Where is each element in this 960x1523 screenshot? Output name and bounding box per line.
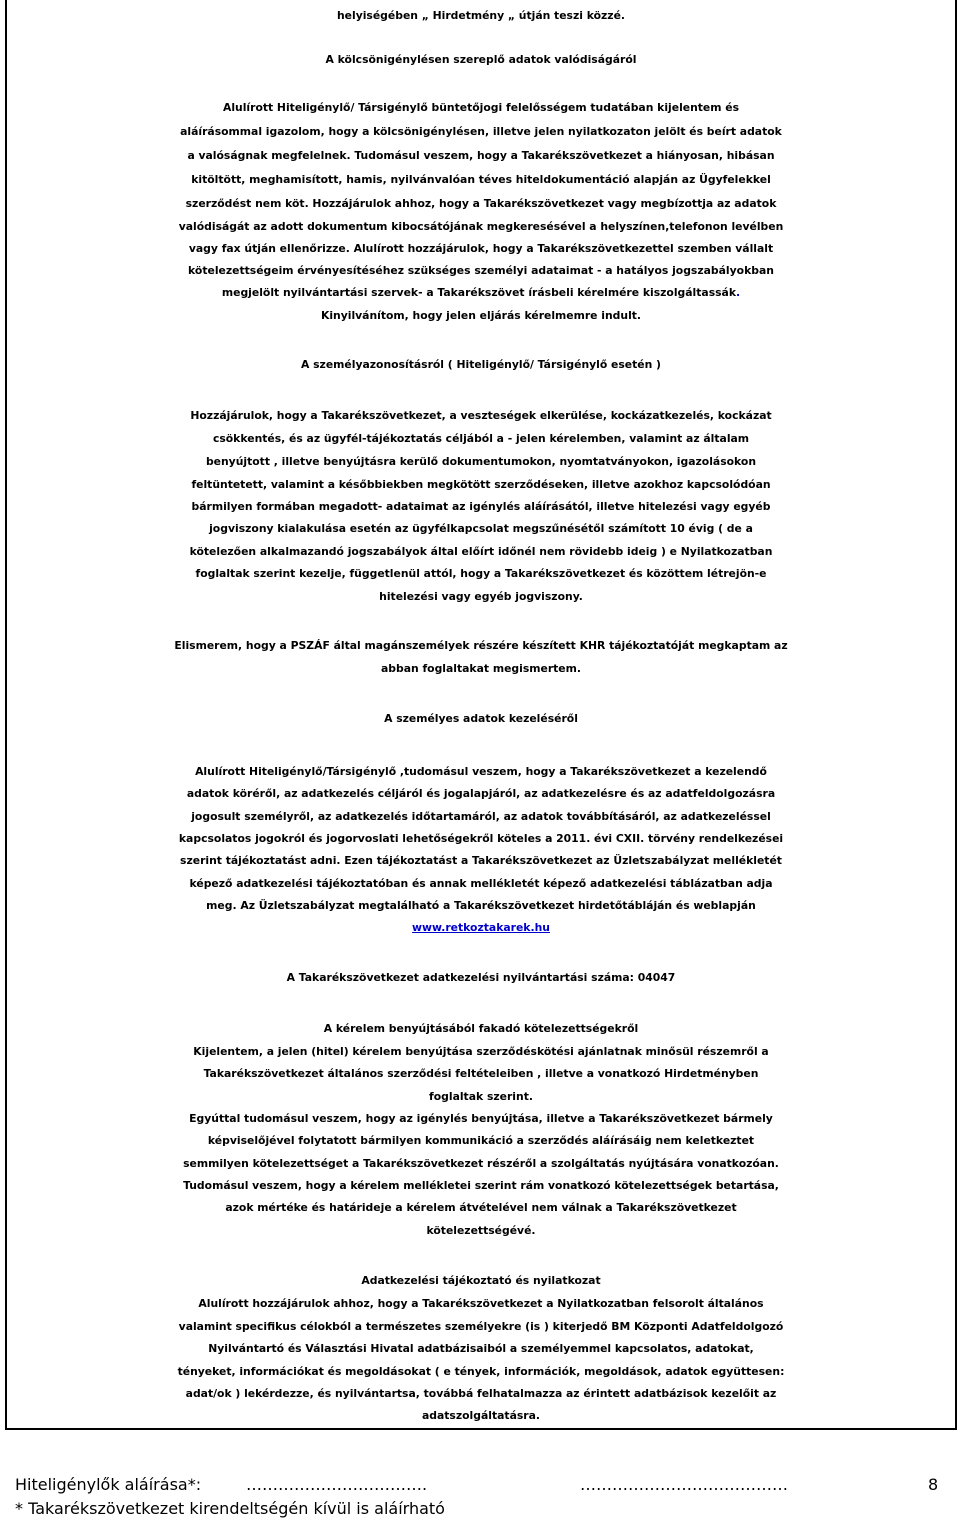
website-link[interactable]: www.retkoztakarek.hu xyxy=(412,921,550,934)
text-line: kitöltött, meghamisított, hamis, nyilvánvalóan téves hiteldokumentáció alapján az Ügyfelekkel xyxy=(191,173,771,186)
text-line: foglaltak szerint. xyxy=(429,1090,533,1103)
text-line: jogviszony kialakulása esetén az ügyfélkapcsolat megszűnésétől számított 10 évig ( de a xyxy=(209,522,753,535)
signature-label: Hiteligénylők aláírása*: xyxy=(15,1475,202,1494)
text-line: szerződést nem köt. Hozzájárulok ahhoz, hogy a Takarékszövetkezet vagy megbízottja az adatok xyxy=(185,197,777,210)
text-line: Alulírott Hiteligénylő/Társigénylő ,tudomásul veszem, hogy a Takarékszövetkezet a kezelendő xyxy=(195,765,767,778)
text-line: kötelezően alkalmazandó jogszabályok által előírt időnél nem rövidebb ideig ) e Nyilatkozatban xyxy=(189,545,773,558)
heading-data-validity: A kölcsönigénylésen szereplő adatok valódiságáról xyxy=(325,53,637,66)
text-line: vagy fax útján ellenőrizze. Alulírott hozzájárulok, hogy a Takarékszövetkezettel szemben vállalt xyxy=(188,242,774,255)
text-line: Alulírott hozzájárulok ahhoz, hogy a Takarékszövetkezet a Nyilatkozatban felsorolt általános xyxy=(198,1297,764,1310)
text-line: foglaltak szerint kezelje, függetlenül attól, hogy a Takarékszövetkezet és közöttem létrejön-e xyxy=(195,567,767,580)
heading-registration-number: A Takarékszövetkezet adatkezelési nyilvántartási száma: 04047 xyxy=(286,971,676,984)
text-line: Elismerem, hogy a PSZÁF által magánszemélyek részére készített KHR tájékoztatóját megkaptam az xyxy=(174,639,788,652)
text-line: adat/ok ) lekérdezze, és nyilvántartsa, továbbá felhatalmazza az érintett adatbázisok kezelőit az xyxy=(185,1387,777,1400)
heading-data-handling-notice: Adatkezelési tájékoztató és nyilatkozat xyxy=(361,1274,601,1287)
text-line-main: megjelölt nyilvántartási szervek- a Takarékszövet írásbeli kérelmére kiszolgáltassák xyxy=(221,286,737,299)
text-line: azok mértéke és határideje a kérelem átvételével nem válnak a Takarékszövetkezet xyxy=(225,1201,737,1214)
text-line: valamint specifikus célokból a természetes személyekre (is ) kiterjedő BM Központi Adatfeldolgozó xyxy=(178,1320,784,1333)
text-line: Hozzájárulok, hogy a Takarékszövetkezet, a veszteségek elkerülése, kockázatkezelés, kockázat xyxy=(190,409,772,422)
text-line: adatok köréről, az adatkezelés céljáról és jogalapjáról, az adatkezelésre és az adatfeldolgozásra xyxy=(186,787,776,800)
text-line: csökkentés, és az ügyfél-tájékoztatás céljából a - jelen kérelemben, valamint az általam xyxy=(212,432,750,445)
text-line: kötelezettségeim érvényesítéséhez szükséges személyi adataimat - a hatályos jogszabályokban xyxy=(188,264,774,277)
text-line: bármilyen formában megadott- adataimat az igénylés aláírásától, illetve hitelezési vagy egyéb xyxy=(191,500,771,513)
text-line: feltüntetett, valamint a későbbiekben megkötött szerződéseken, illetve azokhoz kapcsolódóan xyxy=(191,478,771,491)
signature-dots-2: ………………………………… xyxy=(580,1475,788,1494)
text-line: képviselőjével folytatott bármilyen kommunikáció a szerződés aláírásáig nem keletkeztet xyxy=(207,1134,755,1147)
text-line: Kijelentem, a jelen (hitel) kérelem benyújtása szerződéskötési ajánlatnak minősül részemről a xyxy=(193,1045,769,1058)
text-line: hitelezési vagy egyéb jogviszony. xyxy=(379,590,583,603)
heading-personal-data: A személyes adatok kezeléséről xyxy=(384,712,578,725)
blue-period: . xyxy=(736,286,741,299)
text-line: Egyúttal tudomásul veszem, hogy az igénylés benyújtása, illetve a Takarékszövetkezet bármely xyxy=(189,1112,773,1125)
weblink-line xyxy=(7,919,955,937)
text-line: Tudomásul veszem, hogy a kérelem mellékletei szerint rám vonatkozó kötelezettségek betartása, xyxy=(183,1179,779,1192)
text-line: benyújtott , illetve benyújtásra kerülő dokumentumokon, nyomtatványokon, igazolásokon xyxy=(205,455,757,468)
text-line: kötelezettségévé. xyxy=(426,1224,536,1237)
text-line xyxy=(7,284,955,302)
text-line: valódiságát az adott dokumentum kibocsátójának megkeresésével a helyszínen,telefonon levélben xyxy=(178,220,784,233)
text-line: kapcsolatos jogokról és jogorvoslati lehetőségekről köteles a 2011. évi CXII. törvény rendelkezései xyxy=(178,832,784,845)
text-line: a valóságnak megfelelnek. Tudomásul veszem, hogy a Takarékszövetkezet a hiányosan, hibásan xyxy=(187,149,775,162)
text-line: Alulírott Hiteligénylő/ Társigénylő büntetőjogi felelősségem tudatában kijelentem és xyxy=(222,101,740,114)
text-line: Takarékszövetkezet általános szerződési feltételeiben , illetve a vonatkozó Hirdetményben xyxy=(203,1067,759,1080)
text-line: tényeket, információkat és megoldásokat ( e tények, információk, megoldások, adatok együttesen: xyxy=(177,1365,785,1378)
text-line: aláírásommal igazolom, hogy a kölcsönigénylésen, illetve jelen nyilatkozaton jelölt és beírt adatok xyxy=(180,125,782,138)
heading-obligations: A kérelem benyújtásából fakadó kötelezettségekről xyxy=(323,1022,639,1035)
text-line: meg. Az Üzletszabályzat megtalálható a Takarékszövetkezet hirdetőtábláján és weblapján xyxy=(206,899,756,912)
document-frame xyxy=(5,0,957,1430)
text-line: semmilyen kötelezettséget a Takarékszövetkezet részéről a szolgáltatás nyújtására vonatkozóan. xyxy=(183,1157,779,1170)
text-line: szerint tájékoztatást adni. Ezen tájékoztatást a Takarékszövetkezet az Üzletszabályzat mellékletét xyxy=(180,854,782,867)
text-line: képező adatkezelési tájékoztatóban és annak mellékletét képező adatkezelési táblázatban adja xyxy=(189,877,773,890)
footnote: * Takarékszövetkezet kirendeltségén kívül is aláírható xyxy=(15,1499,445,1518)
text-line: Kinyilvánítom, hogy jelen eljárás kérelmemre indult. xyxy=(320,309,642,322)
intro-line: helyiségében „ Hirdetmény „ útján teszi közzé. xyxy=(336,9,626,22)
text-line: jogosult személyről, az adatkezelés időtartamáról, az adatok továbbításáról, az adatkezeléssel xyxy=(191,810,771,823)
text-line: adatszolgáltatásra. xyxy=(421,1409,541,1422)
text-line: Nyilvántartó és Választási Hivatal adatbázisaiból a személyemmel kapcsolatos, adatokat, xyxy=(208,1342,754,1355)
text-line: abban foglaltakat megismertem. xyxy=(380,662,581,675)
page-number: 8 xyxy=(928,1475,939,1494)
heading-identification: A személyazonosításról ( Hiteligénylő/ Társigénylő esetén ) xyxy=(301,358,661,371)
signature-dots-1: ……………………………. xyxy=(246,1475,428,1494)
